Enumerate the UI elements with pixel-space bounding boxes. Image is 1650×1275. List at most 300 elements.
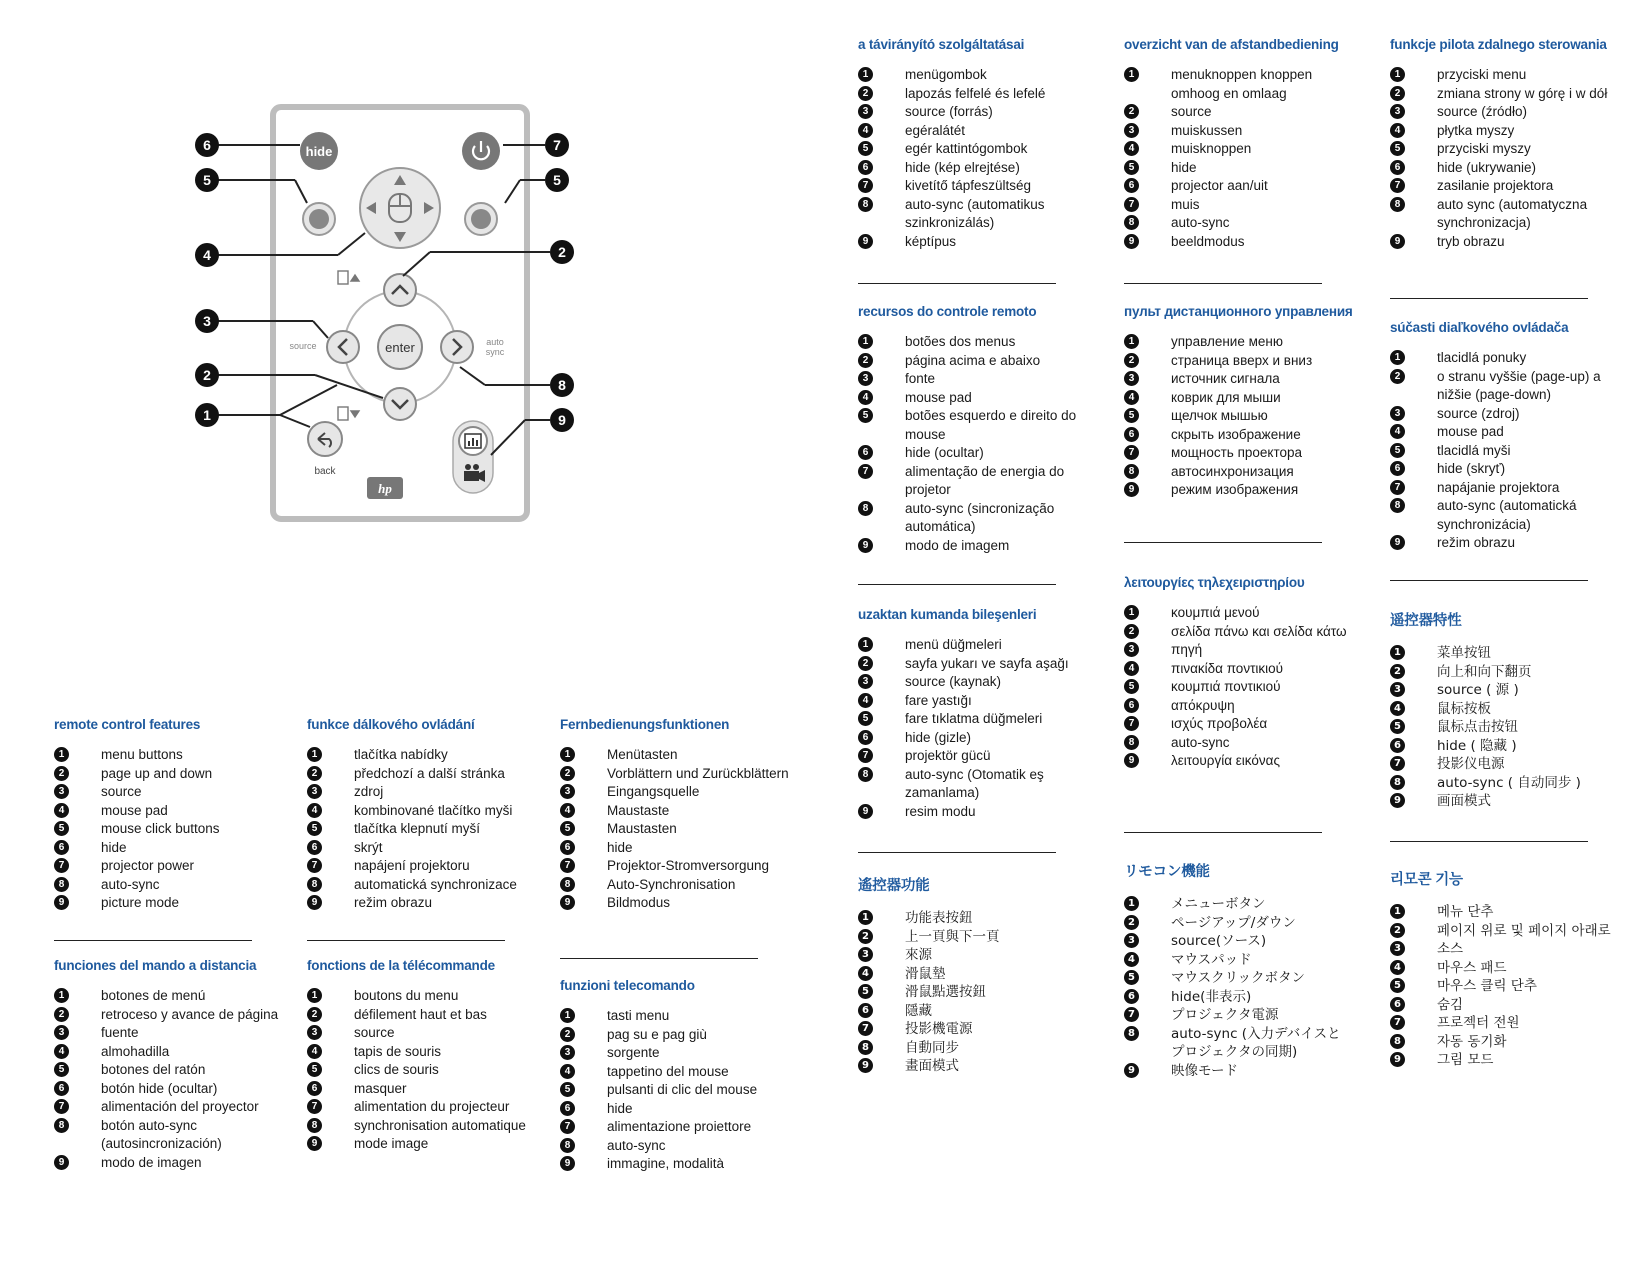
list-item (54, 876, 284, 895)
list-item-label: hide (ocultar) (905, 445, 984, 460)
list-item-label: alimentation du projecteur (354, 1099, 510, 1114)
list-item-label: 鼠标点击按钮 (1437, 719, 1518, 735)
list-item-label: источник сигнала (1171, 371, 1280, 386)
list-item (1124, 352, 1354, 371)
number-badge: 8 (1124, 735, 1139, 750)
number-badge: 7 (1124, 445, 1139, 460)
list-item-label: przyciski myszy (1437, 141, 1531, 156)
list-item-label: masquer (354, 1080, 407, 1096)
number-badge: 7 (560, 858, 575, 873)
number-badge: 6 (1390, 738, 1405, 753)
list-item-label: o stranu vyššie (page-up) a nižšie (page-down) (1437, 368, 1601, 402)
list-item-label: egéralátét (905, 122, 966, 138)
number-badge: 4 (560, 803, 575, 818)
number-badge: 9 (858, 538, 873, 553)
source-button (327, 331, 359, 363)
list-item-label: λειτουργία εικόνας (1171, 753, 1280, 768)
number-badge: 8 (858, 501, 873, 516)
list-item (560, 746, 790, 765)
number-badge: 4 (1390, 424, 1405, 439)
list-item (54, 802, 284, 821)
list-item (307, 1024, 537, 1043)
number-badge: 3 (1390, 682, 1405, 697)
list-item-label: sorgente (607, 1045, 660, 1060)
list-item (1390, 644, 1620, 663)
list-item-label: page up and down (101, 765, 213, 781)
divider (1390, 580, 1588, 581)
list-item-label: 向上和向下翻页 (1437, 663, 1532, 680)
list-item-label: Menütasten (607, 747, 678, 762)
list-item-label: hide (gizle) (905, 729, 972, 745)
list-item-label: source (354, 1025, 395, 1040)
list-item-label: botões dos menus (905, 334, 1016, 349)
list-item-label: 메뉴 단추 (1437, 904, 1494, 920)
list-item-label: sayfa yukarı ve sayfa aşağı (905, 655, 1069, 671)
list-item-label: tasti menu (607, 1008, 670, 1023)
list-item-label: メニューボタン (1171, 896, 1266, 912)
remote-control-illustration (195, 95, 615, 555)
list-item-label: auto-sync ( 自动同步 ) (1437, 774, 1581, 791)
list-item (560, 1044, 790, 1063)
list-item-label: 滑鼠點選按鈕 (905, 984, 986, 1000)
list-item-label: プロジェクタ電源 (1171, 1007, 1279, 1023)
list-item (54, 1024, 284, 1043)
number-badge: 8 (560, 877, 575, 892)
number-badge: 9 (1390, 234, 1405, 249)
number-badge: 3 (1124, 371, 1139, 386)
list-item-label: hide (101, 839, 127, 855)
list-item (1124, 951, 1354, 970)
list-item (1124, 66, 1354, 103)
number-badge: 6 (1124, 989, 1139, 1004)
list-item-label: auto-sync (automatická synchronizácia) (1437, 498, 1577, 532)
number-badge: 8 (54, 1118, 69, 1133)
svg-text:2: 2 (203, 367, 211, 383)
divider (858, 283, 1056, 284)
list-item-label: マウスパッド (1171, 951, 1252, 968)
list-item-label: hide (ukrywanie) (1437, 159, 1537, 175)
number-badge: 5 (1124, 408, 1139, 423)
list-item (1124, 370, 1354, 389)
svg-text:7: 7 (553, 137, 561, 153)
number-badge: 6 (307, 840, 322, 855)
list-item (858, 803, 1088, 822)
list-item-label: zmiana strony w górę i w dół (1437, 85, 1608, 101)
list-item (1390, 85, 1620, 104)
feature-list (858, 333, 1088, 555)
list-item (1390, 460, 1620, 479)
divider (1124, 542, 1322, 543)
number-badge: 8 (560, 1138, 575, 1153)
list-item (54, 894, 284, 913)
number-badge: 1 (858, 910, 873, 925)
list-item (1390, 196, 1620, 233)
section-title: funkce dálkového ovládání (307, 717, 475, 732)
number-badge: 2 (1390, 369, 1405, 384)
number-badge: 4 (858, 390, 873, 405)
left-click-icon (309, 209, 329, 229)
section-cs (307, 717, 537, 913)
number-badge: 9 (858, 234, 873, 249)
number-badge: 3 (560, 784, 575, 799)
list-item-label: pulsanti di clic del mouse (607, 1082, 758, 1097)
list-item (858, 233, 1088, 252)
list-item (54, 820, 284, 839)
list-item (1390, 1051, 1620, 1070)
section-tr (858, 607, 1088, 821)
list-item-label: απόκρυψη (1171, 697, 1235, 713)
number-badge: 5 (1390, 141, 1405, 156)
list-item-label: ισχύς προβολέα (1171, 716, 1268, 731)
list-item (307, 1006, 537, 1025)
list-item (858, 66, 1088, 85)
section-title: funzioni telecomando (560, 978, 695, 993)
list-item (1390, 534, 1620, 553)
list-item (858, 747, 1088, 766)
list-item (858, 103, 1088, 122)
number-badge: 4 (1390, 123, 1405, 138)
feature-list (858, 66, 1088, 251)
list-item-label: tryb obrazu (1437, 233, 1505, 249)
list-item (1124, 196, 1354, 215)
svg-text:5: 5 (203, 172, 211, 188)
list-item (858, 710, 1088, 729)
section-title: a távirányító szolgáltatásai (858, 37, 1025, 52)
list-item (1390, 755, 1620, 774)
list-item-label: πινακίδα ποντικιού (1171, 660, 1284, 676)
section-title: súčasti diaľkového ovládača (1390, 320, 1569, 335)
list-item-label: režim obrazu (354, 895, 433, 910)
list-item (1390, 922, 1620, 941)
number-badge: 9 (54, 895, 69, 910)
list-item-label: hide (1171, 159, 1197, 175)
section-pt (858, 304, 1088, 555)
number-badge: 8 (1390, 197, 1405, 212)
list-item-label: коврик для мыши (1171, 389, 1281, 405)
svg-text:3: 3 (203, 313, 211, 329)
list-item-label: κουμπιά μενού (1171, 605, 1260, 620)
number-badge: 2 (858, 656, 873, 671)
svg-text:9: 9 (558, 412, 566, 428)
list-item (1124, 177, 1354, 196)
list-item (1390, 122, 1620, 141)
number-badge: 1 (858, 334, 873, 349)
number-badge: 7 (307, 858, 322, 873)
right-click-icon (471, 209, 491, 229)
number-badge: 7 (858, 178, 873, 193)
list-item-label: režim obrazu (1437, 535, 1516, 550)
number-badge: 1 (1390, 67, 1405, 82)
list-item-label: alimentação de energia do projetor (905, 463, 1065, 497)
list-item-label: tapis de souris (354, 1043, 442, 1059)
page-down-button (384, 388, 416, 420)
list-item-label: képtípus (905, 233, 957, 249)
list-item-label: hide(非表示) (1171, 988, 1252, 1005)
number-badge: 5 (1124, 160, 1139, 175)
list-item (307, 802, 537, 821)
list-item (858, 983, 1088, 1002)
list-item (307, 1135, 537, 1154)
list-item (1390, 405, 1620, 424)
list-item-label: kivetítő tápfeszültség (905, 178, 1032, 193)
list-item (1124, 604, 1354, 623)
feature-list (307, 746, 537, 913)
list-item (1124, 932, 1354, 951)
list-item (1124, 988, 1354, 1007)
list-item-label: picture mode (101, 895, 180, 910)
list-item-label: source (źródło) (1437, 104, 1528, 119)
section-title: 리모콘 기능 (1390, 872, 1463, 888)
number-badge: 2 (1124, 624, 1139, 639)
list-item (1124, 214, 1354, 233)
list-item-label: ページアップ/ダウン (1171, 914, 1296, 931)
list-item (1390, 177, 1620, 196)
list-item-label: napájanie projektora (1437, 479, 1560, 495)
number-badge: 2 (54, 766, 69, 781)
list-item (1390, 66, 1620, 85)
number-badge: 4 (1124, 141, 1139, 156)
list-item (1124, 1062, 1354, 1081)
section-title: リモコン機能 (1124, 864, 1210, 880)
list-item (307, 1117, 537, 1136)
number-badge: 5 (1124, 679, 1139, 694)
list-item-label: auto-sync (入力デバイスとプロジェクタの同期) (1171, 1025, 1341, 1060)
list-item (560, 820, 790, 839)
list-item-label: página acima e abaixo (905, 352, 1041, 368)
list-item-label: σελίδα πάνω και σελίδα κάτω (1171, 623, 1347, 639)
section-title: λειτουργίες τηλεχειριστηρίου (1124, 575, 1305, 590)
number-badge: 5 (307, 821, 322, 836)
svg-text:8: 8 (558, 377, 566, 393)
list-item-label: pag su e pag giù (607, 1026, 707, 1042)
feature-list (307, 987, 537, 1154)
list-item-label: egér kattintógombok (905, 141, 1028, 156)
list-item-label: fonte (905, 371, 936, 386)
section-title: uzaktan kumanda bileşenleri (858, 607, 1037, 622)
number-badge: 6 (54, 1081, 69, 1096)
number-badge: 1 (54, 747, 69, 762)
list-item-label: Vorblättern und Zurückblättern (607, 765, 789, 781)
list-item-label: immagine, modalità (607, 1156, 725, 1171)
number-badge: 6 (1390, 461, 1405, 476)
list-item (1124, 389, 1354, 408)
number-badge: 7 (1124, 716, 1139, 731)
list-item (858, 370, 1088, 389)
number-badge: 4 (1124, 661, 1139, 676)
list-item-label: clics de souris (354, 1062, 439, 1077)
number-badge: 6 (858, 730, 873, 745)
list-item (858, 965, 1088, 984)
number-badge: 9 (560, 895, 575, 910)
number-badge: 8 (858, 1040, 873, 1055)
number-badge: 6 (1124, 427, 1139, 442)
feature-list (1124, 333, 1354, 500)
list-item (1124, 333, 1354, 352)
section-es (54, 958, 284, 1172)
section-ja (1124, 860, 1354, 1080)
number-badge: 6 (858, 160, 873, 175)
list-item (1124, 233, 1354, 252)
list-item (54, 1061, 284, 1080)
number-badge: 1 (858, 67, 873, 82)
number-badge: 4 (858, 123, 873, 138)
list-item (1390, 737, 1620, 756)
list-item-label: předchozí a další stránka (354, 765, 505, 781)
list-item-label: synchronisation automatique (354, 1117, 526, 1133)
list-item (1390, 792, 1620, 811)
number-badge: 7 (858, 464, 873, 479)
list-item (54, 1117, 284, 1154)
number-badge: 1 (1124, 67, 1139, 82)
list-item-label: auto-sync (Otomatik eş zamanlama) (905, 766, 1044, 800)
number-badge: 2 (858, 929, 873, 944)
list-item-label: botones de menú (101, 988, 206, 1003)
list-item (1390, 140, 1620, 159)
list-item-label: source (zdroj) (1437, 405, 1520, 421)
section-it (560, 978, 790, 1174)
number-badge: 8 (858, 767, 873, 782)
section-zh-cn (1390, 609, 1620, 811)
list-item-label: страница вверх и вниз (1171, 352, 1313, 368)
list-item (1124, 660, 1354, 679)
number-badge: 4 (560, 1064, 575, 1079)
section-title: 遥控器特性 (1390, 613, 1462, 629)
list-item (858, 946, 1088, 965)
list-item (54, 1043, 284, 1062)
list-item (307, 1043, 537, 1062)
number-badge: 4 (858, 693, 873, 708)
list-item (1124, 407, 1354, 426)
list-item (1124, 103, 1354, 122)
list-item (858, 196, 1088, 233)
list-item-label: muisknoppen (1171, 141, 1252, 156)
number-badge: 2 (858, 86, 873, 101)
list-item-label: botões esquerdo e direito do mouse (905, 408, 1077, 442)
list-item-label: auto-sync (1171, 734, 1230, 750)
list-item-label: muiskussen (1171, 122, 1243, 138)
number-badge: 2 (307, 1007, 322, 1022)
number-badge: 7 (1390, 1015, 1405, 1030)
list-item-label: Maustaste (607, 802, 670, 818)
number-badge: 2 (1124, 104, 1139, 119)
list-item-label: tlačítka nabídky (354, 747, 448, 762)
list-item-label: 페이지 위로 및 페이지 아래로 (1437, 922, 1611, 939)
number-badge: 9 (1124, 482, 1139, 497)
list-item (858, 1057, 1088, 1076)
list-item (858, 909, 1088, 928)
divider (1390, 298, 1588, 299)
number-badge: 3 (307, 784, 322, 799)
list-item-label: hide (607, 839, 633, 855)
list-item (1124, 914, 1354, 933)
number-badge: 3 (1390, 406, 1405, 421)
list-item (858, 537, 1088, 556)
list-item (54, 1006, 284, 1025)
list-item-label: 숨김 (1437, 996, 1464, 1013)
list-item-label: tlacidlá myši (1437, 442, 1511, 458)
divider (1124, 283, 1322, 284)
list-item (307, 1080, 537, 1099)
list-item (1124, 715, 1354, 734)
number-badge: 9 (307, 895, 322, 910)
number-badge: 9 (54, 1155, 69, 1170)
number-badge: 1 (307, 988, 322, 1003)
list-item (1390, 103, 1620, 122)
list-item (560, 765, 790, 784)
number-badge: 6 (1390, 160, 1405, 175)
list-item-label: 画面模式 (1437, 793, 1491, 809)
list-item-label: mouse pad (1437, 424, 1504, 439)
number-badge: 9 (1124, 1063, 1139, 1078)
list-item-label: menü düğmeleri (905, 637, 1002, 652)
number-badge: 5 (858, 711, 873, 726)
list-item-label: Projektor-Stromversorgung (607, 858, 770, 873)
list-item-label: πηγή (1171, 642, 1203, 657)
list-item (1124, 752, 1354, 771)
list-item (858, 673, 1088, 692)
list-item (1390, 423, 1620, 442)
number-badge: 2 (858, 353, 873, 368)
auto-sync-label: auto sync (485, 337, 505, 357)
svg-text:hp: hp (378, 481, 392, 496)
list-item (1390, 663, 1620, 682)
divider (858, 852, 1056, 853)
list-item-label: napájení projektoru (354, 858, 470, 873)
number-badge: 1 (858, 637, 873, 652)
list-item (307, 987, 537, 1006)
number-badge: 7 (560, 1119, 575, 1134)
list-item (1124, 159, 1354, 178)
svg-text:1: 1 (203, 407, 211, 423)
list-item (307, 820, 537, 839)
list-item (858, 389, 1088, 408)
number-badge: 2 (1390, 923, 1405, 938)
number-badge: 1 (54, 988, 69, 1003)
list-item-label: 프로젝터 전원 (1437, 1015, 1520, 1031)
list-item (560, 1118, 790, 1137)
list-item-label: 投影機電源 (905, 1021, 973, 1037)
number-badge: 6 (1124, 178, 1139, 193)
list-item-label: mouse pad (101, 802, 168, 818)
list-item (858, 636, 1088, 655)
number-badge: 2 (560, 1027, 575, 1042)
list-item-label: source (kaynak) (905, 674, 1002, 689)
list-item (307, 765, 537, 784)
number-badge: 6 (560, 1101, 575, 1116)
number-badge: 3 (858, 371, 873, 386)
list-item (858, 407, 1088, 444)
divider (307, 940, 505, 941)
list-item (1124, 678, 1354, 697)
feature-list (1124, 895, 1354, 1080)
number-badge: 1 (307, 747, 322, 762)
list-item (54, 765, 284, 784)
section-fr (307, 958, 537, 1154)
number-badge: 4 (1390, 701, 1405, 716)
list-item-label: auto-sync (607, 1137, 666, 1153)
list-item (54, 1098, 284, 1117)
list-item (307, 876, 537, 895)
list-item-label: zdroj (354, 784, 384, 799)
hide-button-label: hide (305, 144, 333, 159)
list-item-label: source (forrás) (905, 104, 993, 119)
number-badge: 8 (54, 877, 69, 892)
list-item-label: boutons du menu (354, 988, 459, 1003)
number-badge: 5 (307, 1062, 322, 1077)
list-item-label: κουμπιά ποντικιού (1171, 679, 1281, 694)
number-badge: 9 (560, 1156, 575, 1171)
feature-list (1124, 604, 1354, 771)
